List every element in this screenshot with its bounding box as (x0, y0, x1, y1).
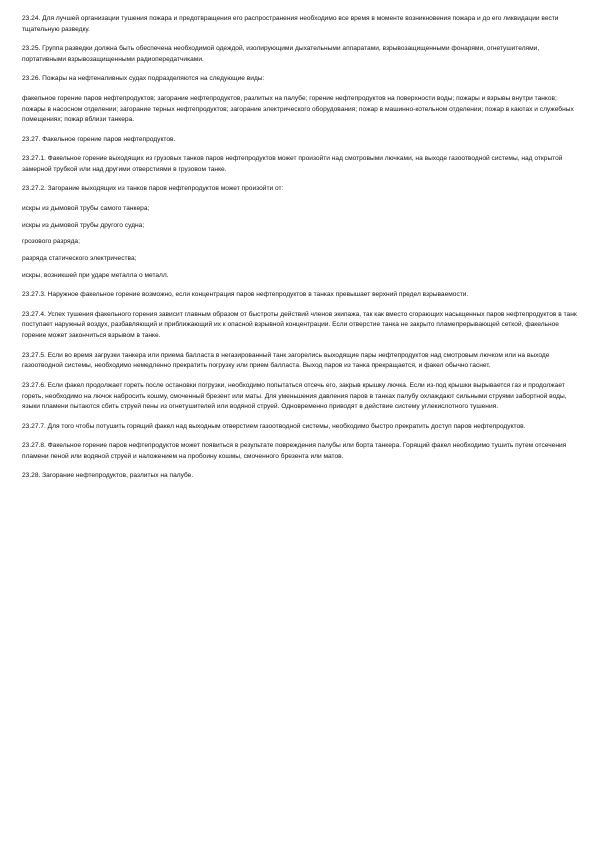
list-item-ignition-lightning: грозового разряда; (22, 238, 80, 246)
paragraph-23-27-7: 23.27.7. Для того чтобы потушить горящий факел над выходным отверстием газоотводной системы, необходимо быстро прекратить доступ паров нефтепродуктов. (22, 422, 526, 430)
paragraph-23-27-1: 23.27.1. Факельное горение выходящих из грузовых танков паров нефтепродуктов может произойти над смотровыми лючками, на выходе газоотводной системы, над открытой замерной трубкой или над другими отверстиями в грузовом танке. (22, 155, 563, 173)
paragraph-fire-types: факельное горение паров нефтепродуктов; загорание нефтепродуктов, разлитых на палубе; горение нефтепродуктов на поверхности воды; пожары и взрывы внутри танков; пожары в насосном отделении; загорание терных нефтепродуктов; загорание электрического оборудования; пожар в машинно-котельном отделении; пожар в каютах и служебных помещениях; пожар вблизи танкера. (22, 94, 574, 124)
list-item-ignition-own-funnel: искры из дымовой трубы самого танкера; (22, 204, 150, 212)
paragraph-23-27-4: 23.27.4. Успех тушения факельного горения зависит главным образом от быстроты действий членов экипажа, так как вместо сгорающих насыщенных паров нефтепродуктов в танк поступает наружный воздух, разбавляющий и приближающий их к опасной взрывной концентрации. Если отверстие танка не закрыто пламепрерывающей сеткой, факельное горение может закончиться взрывом в танке. (22, 310, 577, 340)
paragraph-23-24: 23.24. Для лучшей организации тушения пожара и предотвращения его распространения необходимо все время в моменте возникновения пожара и до его ликвидации вести тщательную разведку. (22, 15, 559, 33)
paragraph-23-27-8: 23.27.8. Факельное горение паров нефтепродуктов может появиться в результате повреждения палубы или борта танкера. Горящий факел необходимо тушить путем отсечения пламени пеной или водяной струей и наложением на пробоину кошмы, смоченного брезента или матов. (22, 442, 567, 461)
list-item-ignition-other-funnel: искры из дымовой трубы другого судна; (22, 221, 145, 229)
paragraph-23-25: 23.25. Группа разведки должна быть обеспечена необходимой одеждой, изолирующими дыхательными аппаратами, взрывозащищенными фонарями, огнетушителями, портативными взрывозащищенными радиопередатчиками. (22, 45, 540, 63)
paragraph-23-27-2: 23.27.2. Загорание выходящих из танков паров нефтепродуктов может произойти от: (22, 185, 284, 193)
paragraph-23-26: 23.26. Пожары на нефтеналивных судах подразделяются на следующие виды: (22, 75, 265, 83)
paragraph-23-27-5: 23.27.5. Если во время загрузки танкера или приема балласта в негазированный танк загорелись выходящие пары нефтепродуктов над смотровым лючком или на выходе газоотводной системы, необходимо немедленно прекратить погрузку или прием балласта. Выход паров из танка прекращается, и факел обычно гаснет. (22, 351, 550, 370)
paragraph-23-28: 23.28. Загорание нефтепродуктов, разлитых на палубе. (22, 472, 194, 480)
paragraph-23-27-3: 23.27.3. Наружное факельное горение возможно, если концентрация паров нефтепродуктов в танках превышает верхний предел взрываемости. (22, 291, 469, 299)
paragraph-23-27-6: 23.27.6. Если факел продолжает гореть после остановки погрузки, необходимо попытаться отсечь его, закрыв крышку лючка. Если из-под крышки вырывается газ и продолжает гореть, необходимо на лючок набросить кошму, смоченный брезент или маты. Для уменьшения давления паров в танках палубу охлаждают сильными струями забортной воды, языки пламени пытаются сбить струей пены из огнетушителей или водяной струей. Одновременно приводят в действие систему углекислотного тушения. (22, 381, 567, 411)
list-item-ignition-static: разряда статического электричества; (22, 255, 137, 263)
list-item-ignition-metal-spark: искры, возникшей при ударе металла о металл. (22, 271, 169, 279)
paragraph-23-27: 23.27. Факельное горение паров нефтепродуктов. (22, 135, 176, 143)
